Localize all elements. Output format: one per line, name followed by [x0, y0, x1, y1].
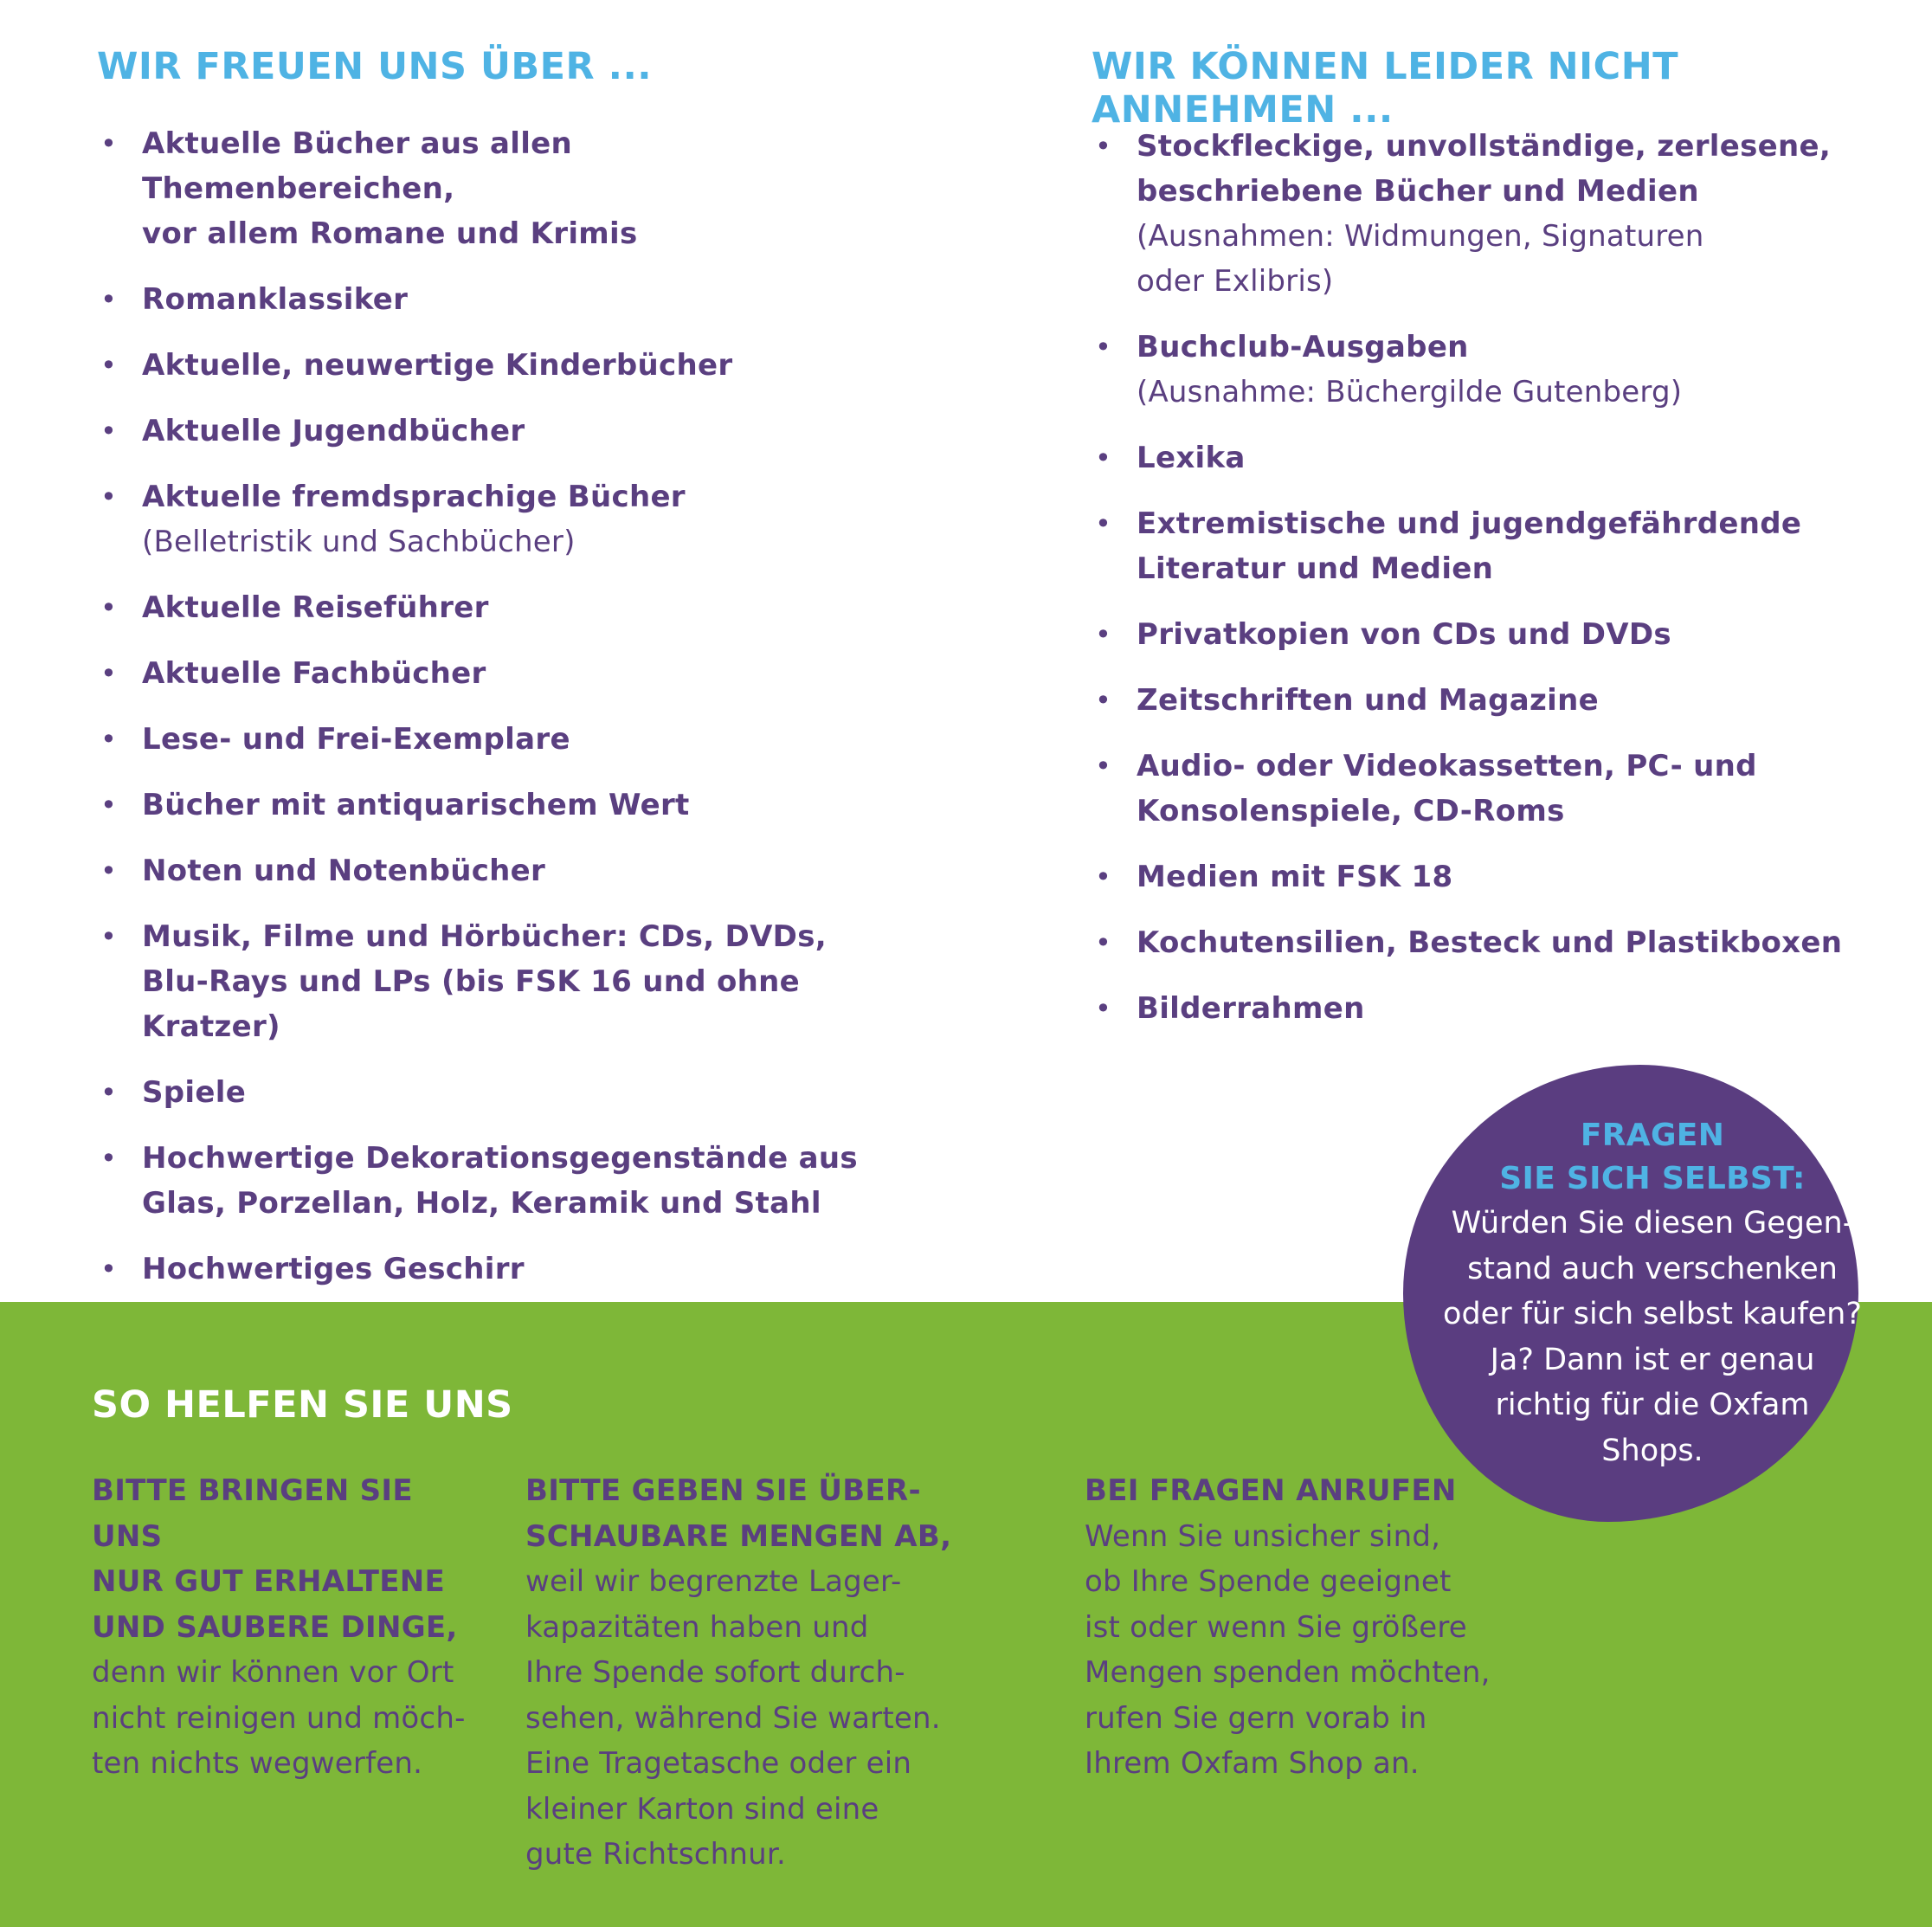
help-text-line: rufen Sie gern vorab in — [1085, 1700, 1427, 1736]
bubble-body-line: Shops. — [1601, 1433, 1703, 1468]
item-text: • Noten und Notenbücher — [142, 854, 546, 888]
help-text-line: denn wir können vor Ort — [92, 1655, 454, 1690]
list-item — [99, 651, 878, 696]
help-column-clean — [92, 1468, 473, 1787]
bubble-title-line: SIE SICH SELBST: — [1499, 1161, 1806, 1196]
list-item — [1093, 435, 1872, 480]
list-item — [99, 121, 878, 256]
item-text: • Medien mit FSK 18 — [1137, 860, 1453, 894]
reject-heading: WIR KÖNNEN LEIDER NICHT ANNEHMEN ... — [1092, 45, 1679, 132]
list-item — [99, 717, 878, 762]
list-item — [99, 914, 878, 1049]
item-text: • Privatkopien von CDs und DVDs — [1137, 617, 1671, 652]
help-text-line: Eine Tragetasche oder ein — [525, 1746, 912, 1781]
list-item — [1093, 854, 1872, 899]
help-text-line: Ihre Spende sofort durch- — [525, 1655, 905, 1690]
help-text-line: Ihrem Oxfam Shop an. — [1085, 1746, 1420, 1781]
help-text-line: ob Ihre Spende geeignet — [1085, 1564, 1452, 1599]
accept-heading: WIR FREUEN UNS ÜBER ... — [97, 45, 653, 88]
accept-list — [99, 121, 878, 1357]
list-item — [99, 848, 878, 893]
item-text: • Aktuelle Jugendbücher — [142, 414, 525, 448]
help-heading-line: BITTE BRINGEN SIE UNS — [92, 1473, 413, 1554]
item-text: • Romanklassiker — [142, 282, 409, 317]
help-text-line: Wenn Sie unsicher sind, — [1085, 1518, 1441, 1554]
item-text: vor allem Romane und Krimis — [142, 216, 638, 251]
item-text: • Stockfleckige, unvollständige, zerlesene, — [1137, 129, 1832, 164]
item-text: • Buchclub-Ausgaben — [1137, 330, 1469, 364]
item-text: • Aktuelle fremdsprachige Bücher — [142, 480, 686, 514]
item-text: • Bücher mit antiquarischem Wert — [142, 788, 690, 822]
list-item — [1093, 744, 1872, 834]
bubble-body-line: richtig für die Oxfam — [1495, 1388, 1810, 1422]
item-text: • Musik, Filme und Hörbücher: CDs, DVDs, — [142, 919, 827, 954]
item-text: • Extremistische und jugendgefährdende — [1137, 506, 1802, 541]
list-item — [99, 409, 878, 454]
item-text: Konsolenspiele, CD-Roms — [1137, 794, 1565, 828]
item-note: (Belletristik und Sachbücher) — [142, 525, 576, 559]
list-item — [1093, 986, 1872, 1031]
help-title: SO HELFEN SIE UNS — [92, 1383, 513, 1427]
item-text: beschriebene Bücher und Medien — [1137, 174, 1699, 209]
list-item — [1093, 325, 1872, 415]
bubble-body-line: stand auch verschenken — [1467, 1251, 1838, 1286]
help-text-line: kapazitäten haben und — [525, 1609, 869, 1645]
item-text: Glas, Porzellan, Holz, Keramik und Stahl — [142, 1186, 821, 1221]
help-heading-line: BITTE GEBEN SIE ÜBER- — [525, 1473, 921, 1508]
item-text: • Aktuelle Fachbücher — [142, 656, 486, 691]
list-item — [99, 1136, 878, 1226]
list-item — [1093, 501, 1872, 591]
list-item — [99, 1070, 878, 1115]
help-column-call — [1085, 1468, 1535, 1787]
list-item — [99, 783, 878, 828]
help-text-line: Mengen spenden möchten, — [1085, 1655, 1491, 1690]
item-note: oder Exlibris) — [1137, 264, 1334, 299]
bubble-body-line: Würden Sie diesen Gegen- — [1451, 1206, 1854, 1241]
item-text: • Spiele — [142, 1075, 247, 1110]
bubble-body-line: Ja? Dann ist er genau — [1490, 1342, 1815, 1377]
help-text-line: ten nichts wegwerfen. — [92, 1746, 423, 1781]
reject-list — [1093, 124, 1872, 1031]
item-text: • Aktuelle Reiseführer — [142, 590, 489, 625]
help-text-line: weil wir begrenzte Lager- — [525, 1564, 902, 1599]
bubble-title-line: FRAGEN — [1580, 1118, 1725, 1153]
item-text: • Audio- oder Videokassetten, PC- und — [1137, 749, 1757, 783]
help-text-line: sehen, während Sie warten. — [525, 1700, 941, 1736]
item-text: • Bilderrahmen — [1137, 991, 1365, 1026]
help-heading-line: SCHAUBARE MENGEN AB, — [525, 1518, 952, 1554]
item-text: • Hochwertige Dekorationsgegenstände aus — [142, 1141, 858, 1176]
help-text-line: nicht reinigen und möch- — [92, 1700, 466, 1736]
item-text: • Kochutensilien, Besteck und Plastikboxen — [1137, 925, 1843, 960]
item-text: Literatur und Medien — [1137, 551, 1494, 586]
item-text: Blu-Rays und LPs (bis FSK 16 und ohne Kratzer) — [142, 964, 801, 1044]
question-bubble-text — [1403, 1114, 1902, 1473]
bubble-body-line: oder für sich selbst kaufen? — [1443, 1297, 1862, 1331]
list-item — [99, 1247, 878, 1292]
help-text-line: kleiner Karton sind eine — [525, 1791, 879, 1827]
list-item — [99, 585, 878, 630]
help-heading-line: UND SAUBERE DINGE, — [92, 1609, 458, 1645]
list-item — [1093, 124, 1872, 304]
help-heading-line: BEI FRAGEN ANRUFEN — [1085, 1473, 1457, 1508]
item-text: • Aktuelle, neuwertige Kinderbücher — [142, 348, 733, 383]
item-note: (Ausnahme: Büchergilde Gutenberg) — [1137, 375, 1683, 409]
help-column-quantities — [525, 1468, 976, 1878]
help-heading-line: NUR GUT ERHALTENE — [92, 1564, 446, 1599]
list-item — [99, 474, 878, 564]
list-item — [99, 343, 878, 388]
item-note: (Ausnahmen: Widmungen, Signaturen — [1137, 219, 1704, 254]
item-text: • Zeitschriften und Magazine — [1137, 683, 1599, 718]
help-text-line: ist oder wenn Sie größere — [1085, 1609, 1467, 1645]
item-text: • Aktuelle Bücher aus allen Themenbereichen, — [142, 126, 573, 206]
item-text: • Lexika — [1137, 441, 1246, 475]
item-text: • Hochwertiges Geschirr — [142, 1252, 525, 1286]
list-item — [1093, 920, 1872, 965]
list-item — [99, 277, 878, 322]
item-text: • Lese- und Frei-Exemplare — [142, 722, 570, 757]
list-item — [1093, 678, 1872, 723]
help-text-line: gute Richtschnur. — [525, 1837, 786, 1872]
list-item — [1093, 612, 1872, 657]
